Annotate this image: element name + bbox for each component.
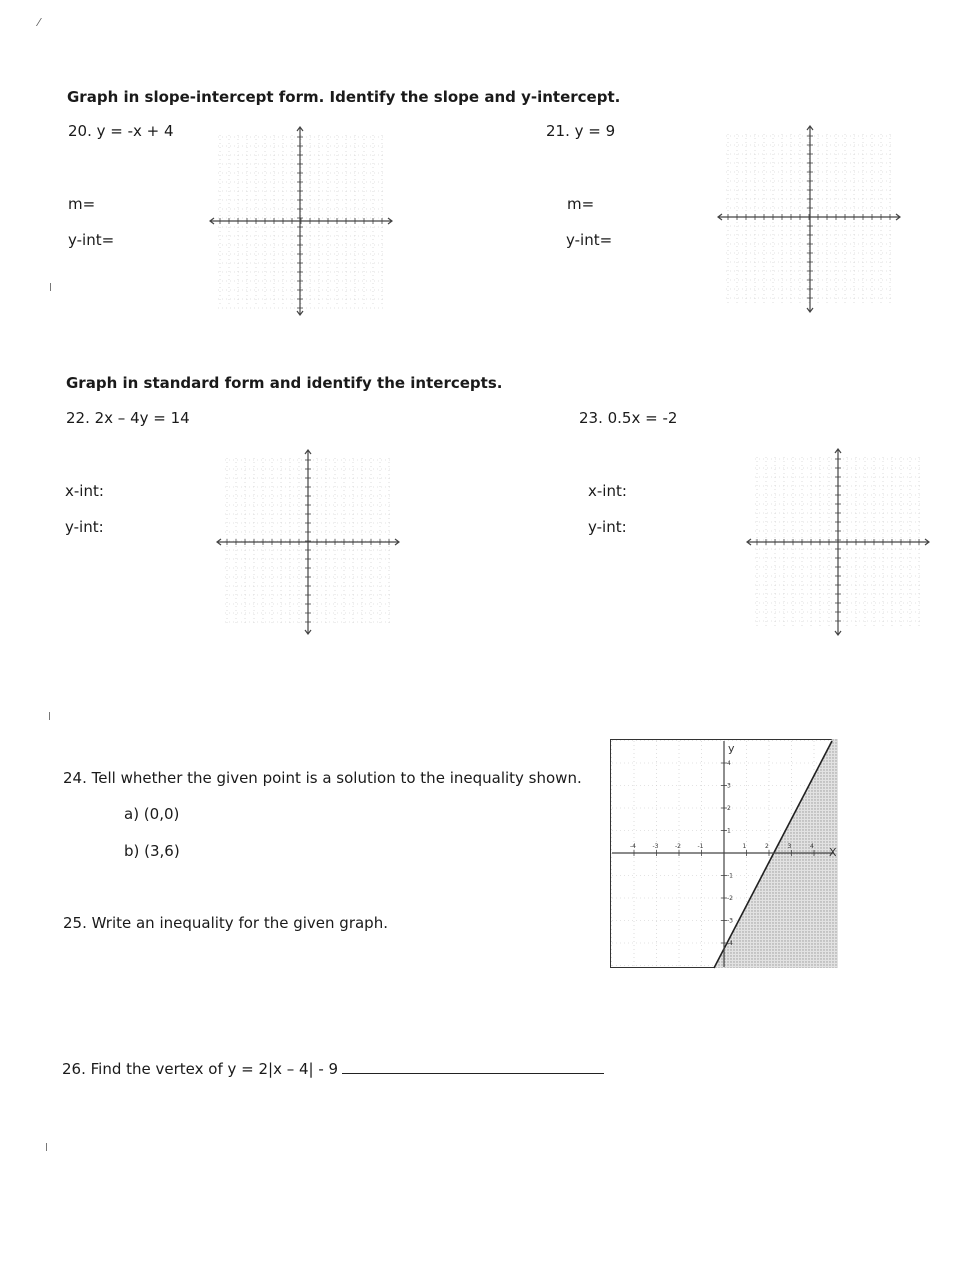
section2-heading: Graph in standard form and identify the intercepts. [66,374,503,392]
y-tick-label: -1 [727,872,733,880]
q26-row [62,1059,604,1078]
q26-answer-line[interactable] [342,1059,604,1074]
x-tick-label: 1 [742,843,747,850]
x-tick-label: 4 [810,843,814,850]
q23-label: 23. 0.5x = -2 [579,409,678,427]
y-tick-label: -3 [727,917,733,925]
q20-yint-label: y-int= [68,231,115,249]
y-tick-label: 1 [727,827,731,835]
q22-coordinate-grid[interactable] [215,448,403,636]
x-tick-label: -3 [652,843,659,850]
inequality-graph [610,739,840,970]
x-tick-label: -1 [697,843,704,850]
margin-mark [50,283,51,291]
q23-xint-label: x-int: [588,482,627,500]
q21-label: 21. y = 9 [546,122,616,140]
stray-mark: ⁄ [38,16,40,29]
q20-coordinate-grid[interactable] [208,125,396,317]
q22-yint-label: y-int: [65,518,104,536]
x-tick-label: -4 [630,843,636,850]
q24-option-a: a) (0,0) [124,805,180,823]
q20-label: 20. y = -x + 4 [68,122,174,140]
y-tick-label: -2 [727,895,733,902]
q20-slope-label: m= [68,195,96,213]
q23-yint-label: y-int: [588,518,627,536]
q25-label: 25. Write an inequality for the given graph. [63,914,388,932]
q24-option-b: b) (3,6) [124,842,180,860]
y-axis-label: y [728,742,735,755]
q22-xint-label: x-int: [65,482,104,500]
margin-mark [49,712,50,720]
q26-label: 26. Find the vertex of y = 2|x – 4| - 9 [62,1060,339,1078]
x-tick-label: 2 [765,843,769,850]
q22-label: 22. 2x – 4y = 14 [66,409,190,427]
section1-heading: Graph in slope-intercept form. Identify the slope and y-intercept. [67,88,621,106]
x-tick-label: 3 [787,843,792,850]
q21-slope-label: m= [567,195,595,213]
q23-coordinate-grid[interactable] [745,447,933,637]
y-tick-label: -4 [727,940,733,947]
y-tick-label: 3 [727,782,731,790]
margin-mark [46,1143,47,1151]
y-tick-label: 2 [727,805,731,812]
q21-yint-label: y-int= [566,231,613,249]
y-tick-label: 4 [727,760,731,767]
q21-coordinate-grid[interactable] [716,124,904,314]
q24-label: 24. Tell whether the given point is a solution to the inequality shown. [63,769,582,787]
x-axis-label: X [829,846,837,859]
x-tick-label: -2 [675,843,681,850]
